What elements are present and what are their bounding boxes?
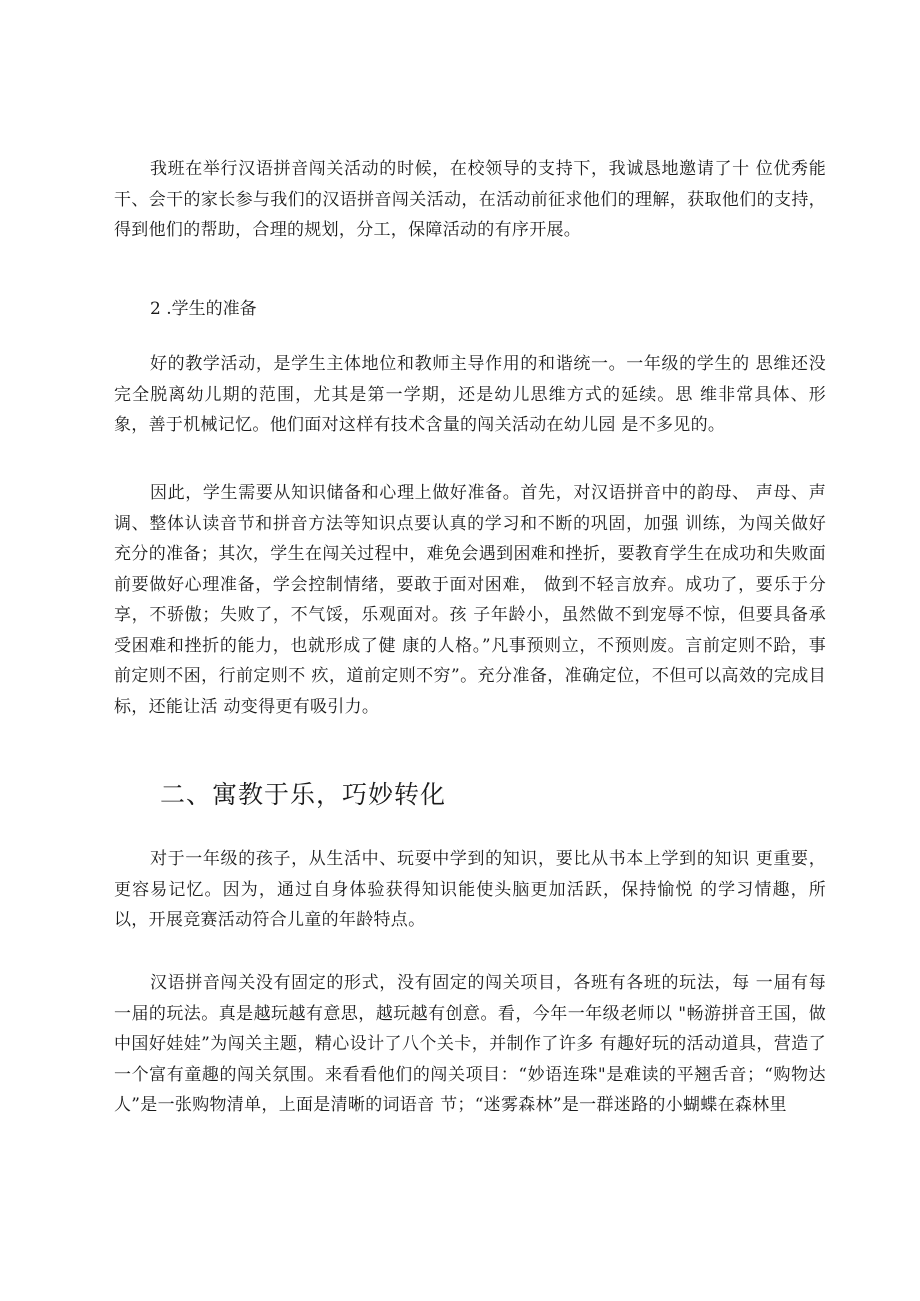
- section-heading: 二、寓教于乐，巧妙转化: [160, 780, 447, 809]
- subheading-student-preparation: 2 .学生的准备: [150, 299, 257, 319]
- paragraph-preparation-details: 因此，学生需要从知识储备和心理上做好准备。首先，对汉语拼音中的韵母、 声母、声调、整体认读音节和拼音方法等知识点要认真的学习和不断的巩固，加强 训练，为闯关做好充分的准备；其次，学生在闯关过程中，难免会遇到困难和挫折，要教育学生在成功和失败面前要做好心理准备，学会控制情绪，要敢于面对困难， 做到不轻言放弃。成功了，要乐于分享，不骄傲；失败了，不气馁，乐观面对。孩 子年龄小，虽然做不到宠辱不惊，但要具备承受困难和挫折的能力，也就形成了健 康的人格。”凡事预则立，不预则废。言前定则不跲，事前定则不困，行前定则不 疚，道前定则不穷”。充分准备，准确定位，不但可以高效的完成目标，还能让活 动变得更有吸引力。: [114, 483, 826, 717]
- paragraph-parent-support: 我班在举行汉语拼音闯关活动的时候，在校领导的支持下，我诚恳地邀请了十 位优秀能干、会干的家长参与我们的汉语拼音闯关活动，在活动前征求他们的理解，获取他们的支持，得到他们的帮助，合理的规划，分工，保障活动的有序开展。: [114, 159, 826, 240]
- paragraph-challenge-design: 汉语拼音闯关没有固定的形式，没有固定的闯关项目，各班有各班的玩法，每 一届有每一届的玩法。真是越玩越有意思，越玩越有创意。看，今年一年级老师以 "畅游拼音王国，做中国好娃娃”为闯关主题，精心设计了八个关卡，并制作了许多 有趣好玩的活动道具，营造了一个富有童趣的闯关氛围。来看看他们的闯关项目：“妙语连珠"是难读的平翘舌音；“购物达人”是一张购物清单，上面是清晰的词语音 节；“迷雾森林”是一群迷路的小蝴蝶在森林里: [114, 973, 826, 1115]
- paragraph-learning-through-play: 对于一年级的孩子，从生活中、玩耍中学到的知识，要比从书本上学到的知识 更重要，更容易记忆。因为，通过自身体验获得知识能使头脑更加活跃，保持愉悦 的学习情趣，所以，开展竞赛活动符合儿童的年龄特点。: [114, 849, 826, 930]
- paragraph-teaching-activity: 好的教学活动，是学生主体地位和教师主导作用的和谐统一。一年级的学生的 思维还没完全脱离幼儿期的范围，尤其是第一学期，还是幼儿思维方式的延续。思 维非常具体、形象，善于机械记忆。他们面对这样有技术含量的闯关活动在幼儿园 是不多见的。: [114, 354, 826, 435]
